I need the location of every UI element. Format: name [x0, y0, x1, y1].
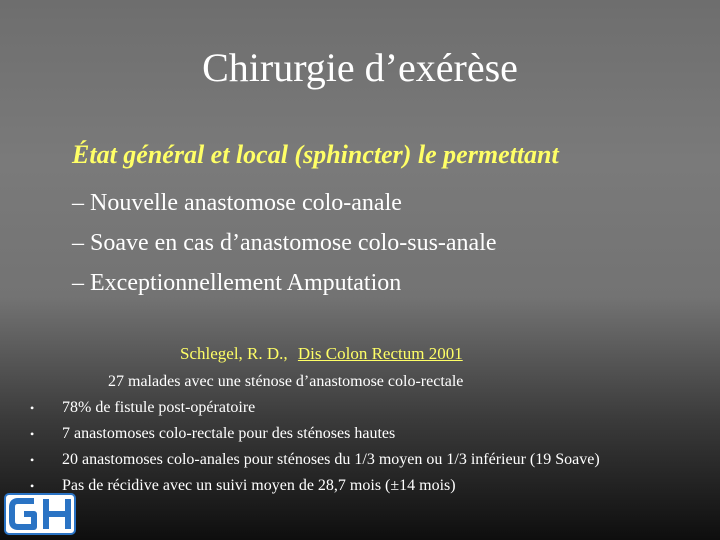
bullet-item — [30, 425, 395, 443]
reference — [180, 344, 463, 364]
bullet-item — [30, 451, 600, 469]
bullet-text: 20 anastomoses colo-anales pour sténoses du 1/3 moyen ou 1/3 inférieur (19 Soave) — [62, 451, 600, 468]
bullet-text: 7 anastomoses colo-rectale pour des sténoses hautes — [62, 425, 396, 442]
option-item: – Soave en cas d’anastomose colo-sus-anale — [72, 230, 497, 256]
bullet-item — [30, 399, 255, 417]
slide-subtitle: État général et local (sphincter) le permettant — [72, 140, 559, 169]
option-item: – Exceptionnellement Amputation — [72, 270, 402, 296]
study-intro: 27 malades avec une sténose d’anastomose colo-rectale — [108, 373, 464, 390]
reference-journal-link[interactable]: Dis Colon Rectum 2001 — [297, 344, 463, 363]
reference-author: Schlegel, R. D., — [180, 344, 292, 363]
bullet-icon: • — [30, 453, 35, 467]
slide-title: Chirurgie d’exérèse — [202, 45, 518, 90]
bullet-icon: • — [30, 479, 35, 493]
bullet-item — [30, 477, 456, 495]
gh-logo — [4, 493, 76, 535]
bullet-icon: • — [30, 401, 35, 415]
bullet-text: 78% de fistule post-opératoire — [62, 399, 256, 416]
bullet-text: Pas de récidive avec un suivi moyen de 28,7 mois (±14 mois) — [62, 477, 456, 494]
bullet-icon: • — [30, 427, 35, 441]
option-item: – Nouvelle anastomose colo-anale — [72, 190, 402, 216]
